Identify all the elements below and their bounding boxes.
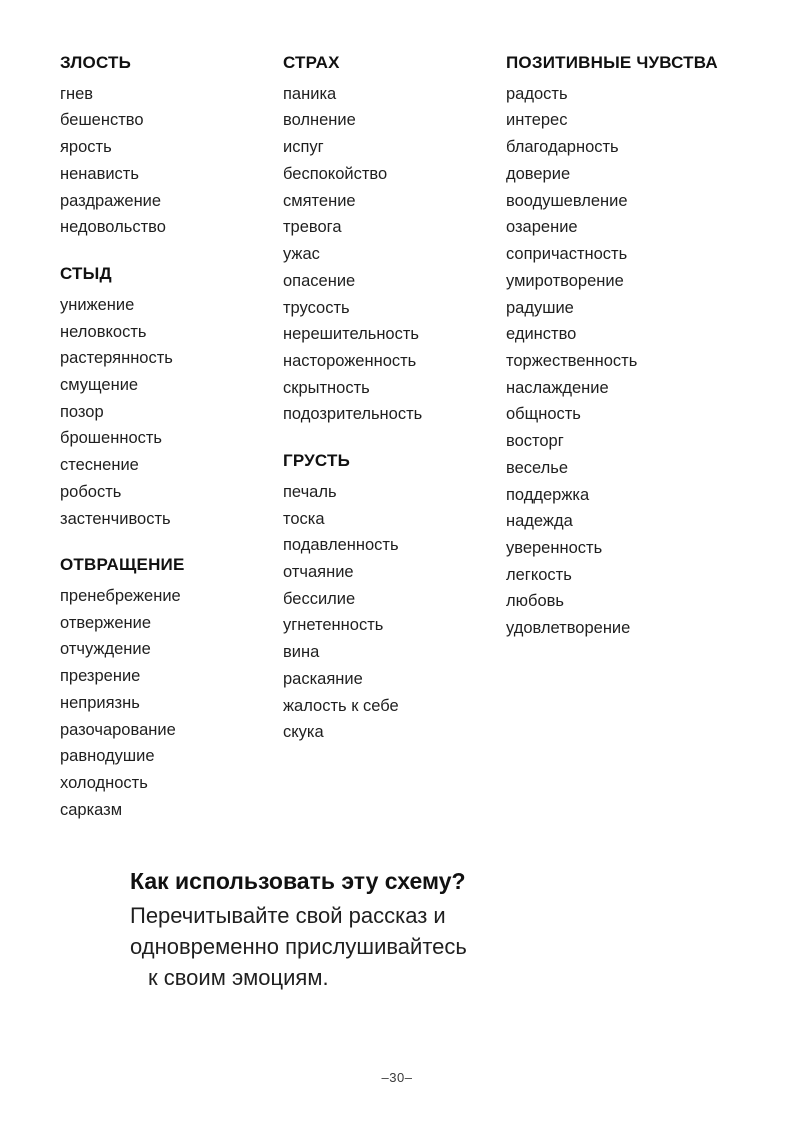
emotion-item: настороженность — [283, 351, 417, 370]
emotion-item: умиротворение — [506, 271, 624, 290]
emotion-item: застенчивость — [60, 509, 171, 528]
emotion-item: ненависть — [60, 164, 139, 183]
emotion-item: отчаяние — [283, 563, 354, 581]
emotion-item: пренебрежение — [60, 587, 181, 606]
emotion-item: раздражение — [60, 191, 162, 210]
emotion-item: общность — [506, 405, 581, 424]
emotion-item: опасение — [283, 271, 356, 290]
emotion-item: отвержение — [60, 613, 152, 632]
group-title-sadness: ГРУСТЬ — [283, 451, 350, 471]
emotion-item: любовь — [506, 592, 564, 611]
emotion-item: растерянность — [60, 349, 173, 368]
emotion-column-1 — [60, 52, 283, 824]
emotion-item: равнодушие — [60, 747, 155, 766]
emotion-item: ярость — [60, 138, 112, 157]
page-number: –30– — [381, 1070, 413, 1085]
emotion-item: удовлетворение — [506, 619, 631, 638]
emotion-item: нерешительность — [283, 325, 420, 344]
emotion-group-anger — [60, 52, 283, 241]
emotion-item: позор — [60, 402, 104, 421]
emotion-group-disgust — [60, 554, 283, 823]
emotion-column-3 — [506, 52, 736, 642]
emotion-item: вина — [283, 643, 320, 662]
emotion-item: доверие — [506, 164, 571, 183]
emotion-item: тревога — [283, 218, 342, 237]
emotion-item: бешенство — [60, 111, 144, 130]
emotion-item: трусость — [283, 298, 350, 317]
emotion-item: угнетенность — [283, 616, 384, 635]
emotion-item: робость — [60, 482, 122, 501]
emotion-item: благодарность — [506, 138, 619, 157]
emotion-item: единство — [506, 325, 577, 344]
group-title-anger: ЗЛОСТЬ — [60, 53, 132, 72]
emotion-item: раскаяние — [283, 669, 363, 688]
emotion-item: радушие — [506, 298, 574, 317]
emotion-item: тоска — [283, 509, 325, 528]
emotion-item: ужас — [283, 245, 320, 264]
emotion-group-positive — [506, 52, 736, 642]
emotion-item: веселье — [506, 458, 569, 477]
group-title-shame: СТЫД — [60, 264, 112, 284]
emotion-item: неприязнь — [60, 693, 140, 712]
emotion-item: уверенность — [506, 538, 603, 557]
group-title-fear: СТРАХ — [283, 53, 340, 72]
emotion-item: воодушевление — [506, 191, 628, 210]
emotion-item: холодность — [60, 774, 148, 793]
emotion-item: смятение — [283, 191, 356, 210]
emotion-item: поддержка — [506, 485, 590, 504]
emotion-item: сопричастность — [506, 245, 628, 264]
emotion-item: восторг — [506, 432, 564, 451]
emotion-item: смущение — [60, 375, 139, 394]
emotion-item: подозрительность — [283, 405, 423, 424]
emotion-item: жалость к себе — [283, 696, 399, 715]
instructions-line-2: одновременно прислушивайтесь — [130, 933, 467, 959]
group-title-disgust: ОТВРАЩЕНИЕ — [60, 555, 185, 575]
emotion-columns — [60, 52, 734, 824]
emotion-item: волнение — [283, 111, 356, 130]
emotion-item: легкость — [506, 565, 572, 584]
emotion-item: печаль — [283, 482, 337, 501]
emotion-group-sadness — [283, 450, 506, 746]
emotion-item: гнев — [60, 84, 94, 103]
emotion-item: радость — [506, 84, 568, 103]
instructions-text — [130, 900, 734, 994]
emotion-item: озарение — [506, 218, 578, 237]
instructions-heading: Как использовать эту схему? — [130, 867, 466, 894]
emotion-item: беспокойство — [283, 164, 388, 183]
emotion-item: интерес — [506, 111, 568, 130]
emotion-item: скука — [283, 723, 324, 742]
emotion-group-shame — [60, 263, 283, 532]
emotion-item: подавленность — [283, 536, 399, 555]
instructions-block — [60, 866, 734, 994]
emotion-column-2 — [283, 52, 506, 746]
emotion-item: унижение — [60, 295, 135, 314]
emotion-item: скрытность — [283, 378, 370, 397]
emotion-item: испуг — [283, 138, 324, 157]
instructions-line-1: Перечитывайте свой рассказ и — [130, 902, 446, 928]
group-title-positive: ПОЗИТИВНЫЕ ЧУВСТВА — [506, 53, 718, 72]
instructions-line-3: к своим эмоциям. — [148, 965, 329, 991]
emotion-item: брошенность — [60, 429, 163, 448]
emotion-item: торжественность — [506, 351, 638, 370]
emotion-item: неловкость — [60, 322, 147, 341]
emotion-item: отчуждение — [60, 640, 151, 659]
emotion-item: сарказм — [60, 800, 123, 819]
emotion-item: паника — [283, 84, 337, 103]
emotion-item: бессилие — [283, 589, 356, 608]
emotion-item: презрение — [60, 667, 141, 686]
emotion-group-fear — [283, 52, 506, 428]
emotion-item: разочарование — [60, 720, 176, 739]
emotion-item: надежда — [506, 512, 573, 531]
emotion-item: недовольство — [60, 218, 166, 237]
emotion-item: стеснение — [60, 456, 139, 475]
emotion-item: наслаждение — [506, 378, 609, 397]
